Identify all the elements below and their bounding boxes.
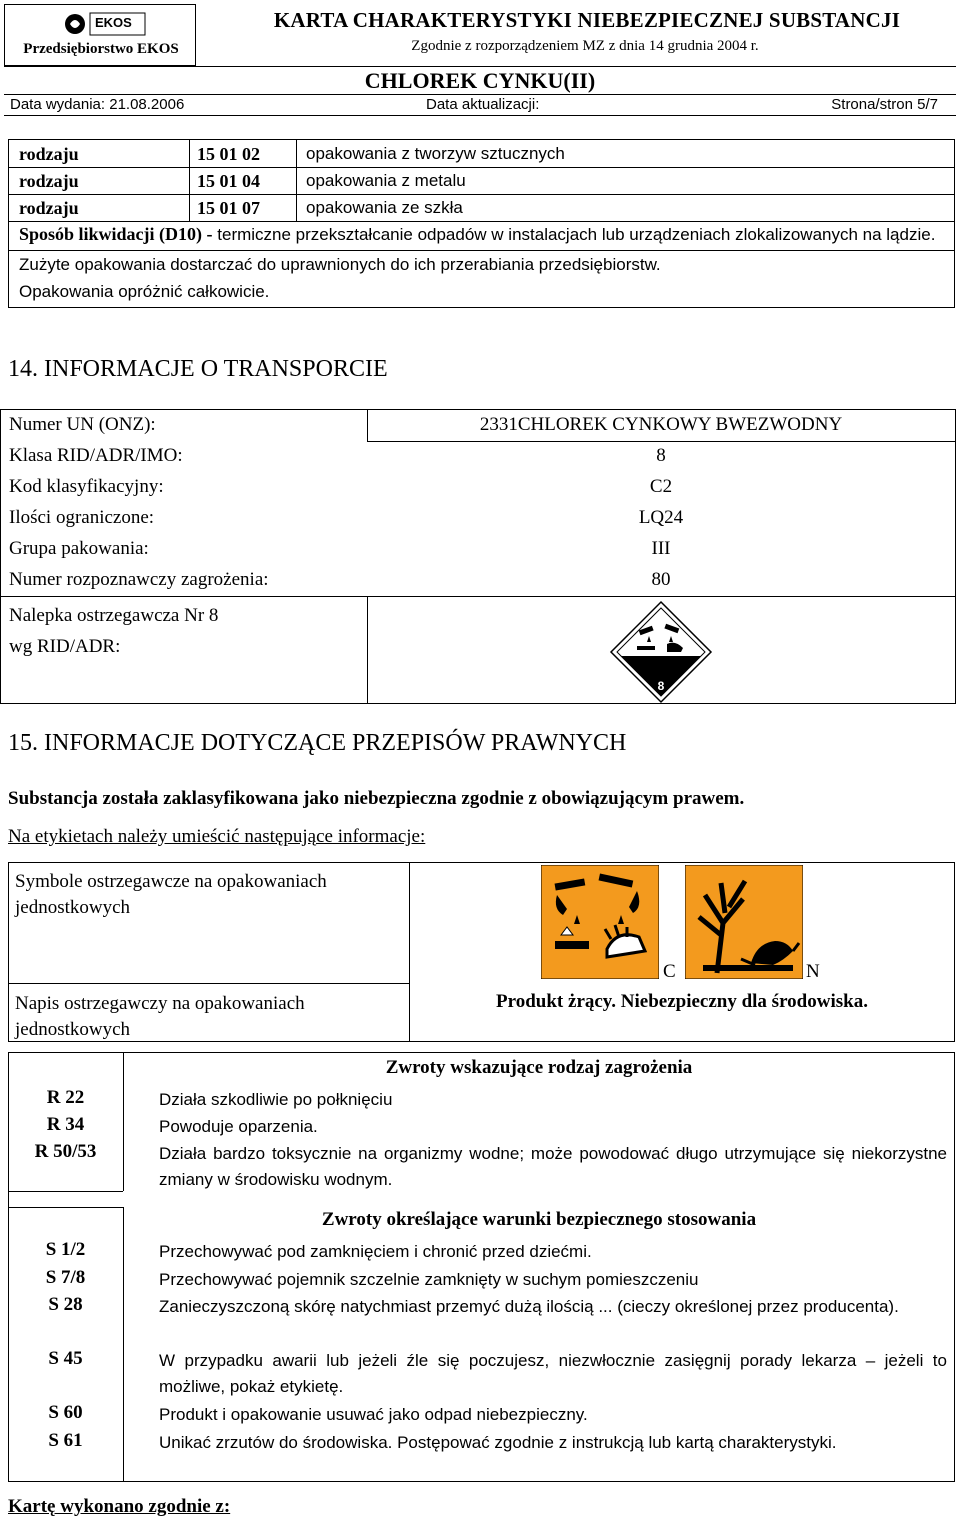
table-row (1, 565, 955, 596)
s-phrases-title: Zwroty określające warunki bezpiecznego stosowania (321, 1209, 757, 1230)
company-logo-box (4, 4, 196, 66)
transport-value: 8 (656, 445, 666, 466)
table-row (9, 167, 954, 194)
column-divider (367, 596, 368, 704)
row-divider (367, 441, 955, 442)
warning-text: Produkt żrący. Niebezpieczny dla środowiska. (496, 991, 868, 1012)
table-row (9, 194, 954, 221)
transport-label: Numer UN (ONZ): (9, 414, 156, 435)
phrases-table (8, 1052, 955, 1482)
packaging-line-2: Opakowania opróżnić całkowicie. (19, 282, 270, 301)
transport-value: C2 (649, 476, 673, 497)
s-phrase-code: S 45 (48, 1348, 83, 1369)
table-row (1, 534, 955, 565)
corrosive-placard-icon (609, 600, 713, 704)
footer-note: Kartę wykonano zgodnie z: (8, 1496, 231, 1517)
column-divider (409, 863, 410, 1041)
column-divider (367, 410, 368, 441)
symbol-c-label: C (663, 961, 676, 982)
header-meta-row (4, 94, 956, 116)
packaging-line-1: Zużyte opakowania dostarczać do uprawnionych do ich przerabiania przedsiębiorstw. (19, 255, 661, 274)
s-phrase-code: S 60 (48, 1402, 83, 1423)
waste-desc: opakowania z metalu (306, 171, 466, 190)
disposal-method (9, 221, 954, 251)
s-phrase-code: S 61 (48, 1430, 83, 1451)
table-row (9, 140, 954, 167)
column-divider (189, 140, 190, 221)
update-date: Data aktualizacji: (426, 96, 540, 113)
section-15-title: 15. INFORMACJE DOTYCZĄCE PRZEPISÓW PRAWNYCH (8, 730, 627, 756)
transport-value: 2331CHLOREK CYNKOWY BWEZWODNY (479, 414, 843, 435)
placard-label-line: wg RID/ADR: (9, 636, 121, 657)
header-divider (4, 66, 956, 67)
r-phrases-title: Zwroty wskazujące rodzaj zagrożenia (385, 1057, 693, 1078)
s-phrase-code: S 1/2 (45, 1239, 86, 1260)
waste-desc: opakowania ze szkła (306, 198, 463, 217)
s-phrase-text: Przechowywać pod zamknięciem i chronić przed dziećmi. (159, 1242, 592, 1261)
table-row (1, 410, 955, 441)
disposal-text: termiczne przekształcanie odpadów w instalacjach lub urządzeniach zlokalizowanych na lądzie. (217, 225, 936, 244)
packaging-info (9, 251, 954, 307)
warning-label-line: jednostkowych (15, 1019, 131, 1040)
placard-label (9, 600, 218, 662)
waste-code: 15 01 02 (197, 144, 260, 164)
symbol-n-label: N (806, 961, 820, 982)
table-row (1, 503, 955, 534)
page-number: Strona/stron 5/7 (831, 96, 938, 113)
symbols-label-line: jednostkowych (15, 897, 131, 918)
transport-value: III (651, 538, 671, 559)
transport-value: LQ24 (638, 507, 684, 528)
symbols-label (15, 869, 327, 921)
transport-label: Ilości ograniczone: (9, 507, 155, 528)
row-divider (9, 221, 954, 222)
s-phrase-code: S 28 (48, 1294, 83, 1315)
row-divider (9, 194, 954, 195)
r-phrase-text: Działa bardzo toksycznie na organizmy wodne; może powodować długo utrzymujące się niekorzystne zmiany w środowisku wodnym. (159, 1144, 947, 1189)
r-phrase-code: R 34 (46, 1114, 85, 1135)
document-subtitle: Zgodnie z rozporządzeniem MZ z dnia 14 grudnia 2004 r. (411, 38, 759, 54)
s-phrase-text: Zanieczyszczoną skórę natychmiast przemyć dużą ilością ... (cieczy określonej przez producenta). (159, 1297, 899, 1316)
r-phrase-code: R 50/53 (34, 1141, 97, 1162)
row-divider (9, 167, 954, 168)
s-phrase-text: W przypadku awarii lub jeżeli źle się poczujesz, niezwłocznie zasięgnij porady lekarza – jeżeli to możliwe, pokaż etykietę. (159, 1351, 947, 1396)
logo-text: EKOS (95, 15, 132, 30)
r-phrase-text: Działa szkodliwie po połknięciu (159, 1090, 393, 1109)
company-name: Przedsiębiorstwo EKOS (23, 41, 179, 57)
transport-table (0, 409, 956, 704)
label-info-table (8, 862, 955, 1042)
s-phrase-text: Produkt i opakowanie usuwać jako odpad niebezpieczny. (159, 1405, 588, 1424)
document-title: KARTA CHARAKTERYSTYKI NIEBEZPIECZNEJ SUBSTANCJI (273, 8, 901, 32)
transport-label: Kod klasyfikacyjny: (9, 476, 164, 497)
waste-desc: opakowania z tworzyw sztucznych (306, 144, 565, 163)
table-row (1, 441, 955, 472)
corrosive-symbol-icon (541, 865, 659, 979)
transport-label: Grupa pakowania: (9, 538, 149, 559)
section-14-title: 14. INFORMACJE O TRANSPORCIE (8, 356, 388, 382)
table-row (1, 472, 955, 503)
warning-label-line: Napis ostrzegawczy na opakowaniach (15, 993, 305, 1014)
waste-kind: rodzaju (19, 198, 79, 218)
transport-value: 80 (651, 569, 671, 590)
row-divider (9, 983, 409, 984)
waste-code: 15 01 07 (197, 198, 260, 218)
substance-name: CHLOREK CYNKU(II) (364, 68, 596, 93)
waste-table (8, 139, 955, 308)
row-divider (9, 1191, 123, 1192)
transport-label: Numer rozpoznawczy zagrożenia: (9, 569, 269, 590)
s-phrase-code: S 7/8 (45, 1267, 86, 1288)
warning-label (15, 991, 305, 1043)
placard-label-line: Nalepka ostrzegawcza Nr 8 (9, 605, 219, 626)
transport-label: Klasa RID/ADR/IMO: (9, 445, 183, 466)
row-divider (1, 596, 955, 597)
disposal-label: Sposób likwidacji (D10) - (19, 224, 213, 244)
document-header (4, 4, 956, 112)
r-phrase-code: R 22 (46, 1087, 85, 1108)
column-divider (123, 1207, 124, 1481)
s-phrase-text: Przechowywać pojemnik szczelnie zamknięty w suchym pomieszczeniu (159, 1270, 699, 1289)
issue-date: Data wydania: 21.08.2006 (10, 96, 185, 113)
r-phrase-text: Powoduje oparzenia. (159, 1117, 318, 1136)
waste-kind: rodzaju (19, 144, 79, 164)
row-divider (9, 1207, 123, 1208)
waste-code: 15 01 04 (197, 171, 260, 191)
waste-kind: rodzaju (19, 171, 79, 191)
placard-number: 8 (657, 679, 665, 693)
label-info-heading: Na etykietach należy umieścić następujące informacje: (8, 826, 426, 847)
symbols-label-line: Symbole ostrzegawcze na opakowaniach (15, 871, 327, 892)
s-phrase-text: Unikać zrzutów do środowiska. Postępować zgodnie z instrukcją lub kartą charakterystyki. (159, 1433, 837, 1452)
environment-symbol-icon (685, 865, 803, 979)
classification-statement: Substancja została zaklasyfikowana jako niebezpieczna zgodnie z obowiązującym prawem. (8, 788, 745, 809)
column-divider (296, 140, 297, 221)
